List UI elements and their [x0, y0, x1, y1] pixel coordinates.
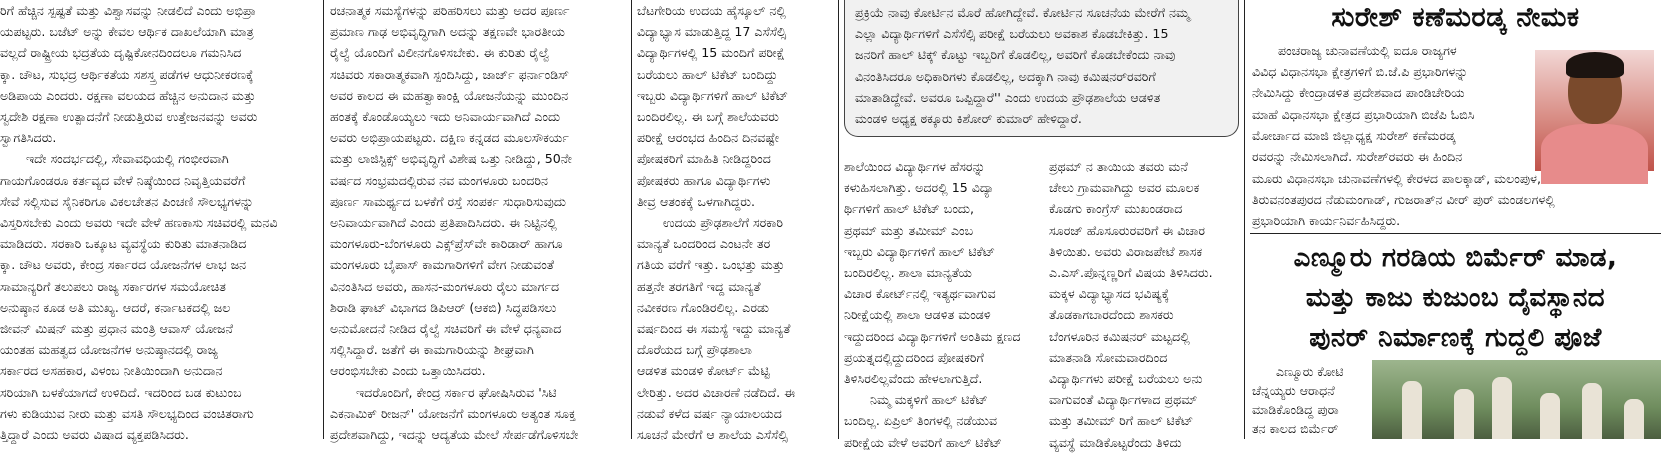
pooja-photo — [1372, 360, 1661, 439]
text-line: ತಿಳಿಸಿರಲಿಲ್ಲವೆಂದು ಹೇಳಲಾಗುತ್ತಿದೆ. — [844, 371, 983, 387]
text-line: ಪ್ರದೇಶವಾಗಿದ್ದು, ಇದನ್ನು ಆದ್ಯತೆಯ ಮೇಲೆ ಸೇರ್ಪಡೆಗೊಳಿಸಬೇ — [330, 427, 579, 443]
column-divider — [323, 0, 324, 439]
text-line: ಹಂತಕ್ಕೆ ಕೊಂಡೊಯ್ಯಲು ಇದು ಅನಿವಾರ್ಯವಾಗಿದೆ ಎಂದು — [330, 109, 561, 125]
text-line: ಮಾಡಿಕೊಂಡಿದ್ದ ಪುರಾ — [1252, 402, 1339, 417]
section-divider — [1250, 233, 1661, 234]
text-line: ಮಂಗಳೂರು-ಬೆಂಗಳೂರು ಎಕ್ಸ್‌ಪ್ರೆಸ್‌ವೇ ಕಾರಿಡಾರ್ ಹಾಗೂ — [330, 236, 563, 252]
text-line: ವಿನಂತಿಸಿದ ಅವರು, ಹಾಸನ-ಮಂಗಳೂರು ರೈಲು ಮಾರ್ಗದ — [330, 278, 560, 294]
text-line: ಎಕನಾಮಿಕ್ ರೀಜನ್' ಯೋಜನೆಗೆ ಮಂಗಳೂರು ಅತ್ಯಂತ ಸೂಕ್ತ — [330, 405, 576, 421]
text-line: ಅವರ ಕಾಲದ ಈ ಮಹತ್ವಾಕಾಂಕ್ಷಿ ಯೋಜನೆಯನ್ನು ಮುಂದಿನ — [330, 87, 569, 103]
text-line: ವಿದ್ಯಾರ್ಥಿಗಳು ಪರೀಕ್ಷೆ ಬರೆಯಲು ಅನು — [1049, 371, 1203, 387]
text-line: ಮತ್ತು ಲಾಜಿಸ್ಟಿಕ್ಸ್ ಅಭಿವೃದ್ಧಿಗೆ ವಿಶೇಷ ಒತ್ತು ನೀಡಿದ್ದು, 50ನೇ — [330, 151, 572, 167]
headline-appointment: ಸುರೇಶ್ ಕಣೆಮರಡ್ಕ ನೇಮಕ — [1331, 2, 1580, 33]
text-line: ಅಡಿಪಾಯ ಎಂದರು. ರಕ್ಷಣಾ ವಲಯದ ಹೆಚ್ಚಿನ ಅನುದಾನ ಮತ್ತು — [0, 87, 256, 103]
text-line: ಸ್ವದೇಶಿ ರಕ್ಷಣಾ ಉತ್ಪಾದನೆಗೆ ನೀಡುತ್ತಿರುವ ಉತ್ತೇಜನವನ್ನು ಅವರು — [0, 109, 258, 125]
text-line: ಕ್ಕಾ. ಚೌಟ, ಸುಭದ್ರ ಆರ್ಥಿಕತೆಯ ಸಶಸ್ತ್ರ ಪಡೆಗಳ ಆಧುನೀಕರಣಕ್ಕೆ — [0, 66, 254, 82]
text-line: ಯಂತಹ ಮಹತ್ವದ ಯೋಜನೆಗಳ ಅನುಷ್ಠಾನದಲ್ಲಿ ರಾಜ್ಯ — [0, 342, 218, 358]
text-line: ನಡುವೆ ಕಳೆದ ವರ್ಷ ನ್ಯಾಯಾಲಯದ — [637, 405, 782, 421]
text-line: ತೀವ್ರ ಆತಂಕಕ್ಕೆ ಒಳಗಾಗಿದ್ದರು. — [637, 193, 755, 209]
text-line: ಯಪಟ್ಟರು. ಬಜೆಟ್ ಅನ್ನು ಕೇವಲ ಆರ್ಥಿಕ ದಾಖಲೆಯಾಗಿ ಮಾತ್ರ — [0, 24, 254, 40]
text-line: ದೊರೆಯದ ಬಗ್ಗೆ ಪ್ರೌಢಶಾಲಾ — [637, 342, 752, 358]
text-line: ಪೋಷಕರು ಹಾಗೂ ವಿದ್ಯಾರ್ಥಿಗಳು — [637, 172, 771, 188]
article-column-2 — [330, 0, 626, 445]
text-line: ಪ್ರಥಮ್ ಮತ್ತು ತಮೀಮ್ ಎಂಬ — [844, 222, 974, 238]
text-line: ಜನರಿಗೆ ಹಾಲ್ ಟಿಕ್ಕ್ ಕೊಟ್ಟು ಇಬ್ಬರಿಗೆ ಕೊಡಲಿಲ್ಲ, ಅವರಿಗೆ ಕೊಡಬೇಕೆಂದು ನಾವು — [855, 47, 1176, 63]
text-line: ಪೋಷಕರಿಗೆ ಮಾಹಿತಿ ನೀಡಿದ್ದರಿಂದ — [637, 151, 771, 167]
text-line: ಪಂಚರಾಜ್ಯ ಚುನಾವಣೆಯಲ್ಲಿ ಐದೂ ರಾಜ್ಯಗಳ — [1278, 43, 1457, 58]
text-line: ಗಳು ಕುಡಿಯುವ ನೀರು ಮತ್ತು ವಸತಿ ಸೌಲಭ್ಯದಿಂದ ವಂಚಿತರಾಗು — [0, 405, 254, 421]
text-line: ನೇಮಿಸಿದ್ದು ಕೇಂದ್ರಾಡಳಿತ ಪ್ರದೇಶವಾದ ಪಾಂಡಿಚೇರಿಯ — [1252, 85, 1465, 101]
text-line: ಸೂರಜ್ ಹೊಸೂರುರವರಿಗೆ ಈ ವಿಚಾರ — [1049, 222, 1206, 238]
text-line: ತನ ಕಾಲದ ಬಿರ್ಮೆರ್ — [1252, 421, 1339, 436]
text-line: ಚೇಲು ಗ್ರಾಮವಾಗಿದ್ದು ಅವರ ಮೂಲಕ — [1049, 180, 1200, 196]
text-line: ಮಾಡಿದರು. ಸರಕಾರಿ ಒಕ್ಕೂಟ ವ್ಯವಸ್ಥೆಯ ಕುರಿತು ಮಾತನಾಡಿದ — [0, 236, 247, 252]
text-line: ವಿಸ್ತರಿಸಬೇಕು ಎಂದು ಅವರು ಇದೇ ವೇಳೆ ಹಣಕಾಸು ಸಚಿವರಲ್ಲಿ ಮನವಿ — [0, 215, 278, 231]
text-line: ಆಡಳಿತ ಮಂಡಳಿ ಕೋರ್ಟ್ ಮೆಟ್ಟಿ — [637, 363, 770, 379]
text-line: ಮಂಗಳೂರು ಬೈಪಾಸ್ ಕಾಮಗಾರಿಗಳಿಗೆ ವೇಗ ನೀಡುವಂತೆ — [330, 257, 554, 273]
text-line: ಚೆನ್ನಯ್ಯರು ಆರಾಧನೆ — [1252, 383, 1335, 398]
article-column-1 — [0, 0, 316, 445]
text-line: ವಾಗುವಂತೆ ವಿದ್ಯಾರ್ಥಿಗಳಾದ ಪ್ರಥಮ್ — [1049, 392, 1198, 408]
text-line: ಪೂರ್ಣ ಸಾಮರ್ಥ್ಯದ ಬಳಕೆಗೆ ರಸ್ತೆ ಸಂಪರ್ಕ ಸುಧಾರಿಸುವುದು — [330, 193, 566, 209]
text-line: ಗಾಯಗೊಂಡರೂ ಕರ್ತವ್ಯದ ವೇಳೆ ನಿಷ್ಠೆಯಿಂದ ನಿವೃತ್ತಿಯವರೆಗೆ — [0, 172, 246, 188]
text-line: ಇಬ್ಬರು ವಿದ್ಯಾರ್ಥಿಗಳಿಗೆ ಹಾಲ್ ಟಿಕೆಟ್ — [844, 243, 996, 259]
text-line: ಸೇವೆ ಸಲ್ಲಿಸುವ ಸೈನಿಕರಿಗೂ ವಿಕಲಚೇತನ ಪಿಂಚಣಿ ಸೌಲಭ್ಯಗಳನ್ನು — [0, 193, 254, 209]
text-line: ಶಿರಾಡಿ ಘಾಟ್ ವಿಭಾಗದ ಡಿಪಿಆರ್ (ಆಕಬಿ) ಸಿದ್ಧಪಡಿಸಲು — [330, 299, 557, 315]
text-line: ವರ್ಷದ ಸಂಭ್ರಮದಲ್ಲಿರುವ ನವ ಮಂಗಳೂರು ಬಂದರಿನ — [330, 172, 549, 188]
text-line: ಆರಂಭಿಸಬೇಕು ಎಂದು ಒತ್ತಾಯಿಸಿದರು. — [330, 363, 486, 379]
headline-line: ಪುನರ್ ನಿರ್ಮಾಣಕ್ಕೆ ಗುದ್ದಲಿ ಪೂಜೆ — [1309, 323, 1602, 353]
text-line: ವ್ಯವಸ್ಥೆ ಮಾಡಿಕೊಟ್ಟರೆಂದು ತಿಳಿದು — [1049, 434, 1182, 450]
text-line: ಪ್ರಮಾಣ ಗಾಢ ಅಭಿವೃದ್ಧಿಗಾಗಿ ಅದನ್ನು ತಕ್ಷಣವೇ ಭಾರತೀಯ — [330, 24, 565, 40]
text-line: ಎಲ್ಲಾ ವಿದ್ಯಾರ್ಥಿಗಳಿಗೆ ಎಸೆಸೆಲ್ಸಿ ಪರೀಕ್ಷೆ ಬರೆಯಲು ಅವಕಾಶ ಕೊಡಬೇಕಿತ್ತು. 15 — [855, 26, 1169, 42]
text-line: ವಲ್ಲದೆ ರಾಷ್ಟ್ರೀಯ ಭದ್ರತೆಯ ದೃಷ್ಟಿಕೋನದಿಂದಲೂ ಗಮನಿಸಿದ — [0, 45, 242, 61]
text-line: ಮತ್ತು ತಮೀಮ್ ರಿಗೆ ಹಾಲ್ ಟಿಕೆಟ್ — [1049, 413, 1194, 429]
text-line: ಬೆಟಗೇರಿಯ ಉದಯ ಹೈಸ್ಕೂಲ್ ನಲ್ಲಿ — [637, 3, 786, 18]
text-line: ಇಬ್ಬರು ವಿದ್ಯಾರ್ಥಿಗಳಿಗೆ ಹಾಲ್ ಟಿಕೆಟ್ — [637, 87, 789, 103]
article-column-3 — [637, 0, 834, 445]
text-line: ಅನುಮೋದನೆ ನೀಡಿದ ರೈಲ್ವೆ ಸಚಿವರಿಗೆ ಈ ವೇಳೆ ಧನ್ಯವಾದ — [330, 321, 562, 337]
text-line: ವಿದ್ಯಾಭ್ಯಾಸ ಮಾಡುತ್ತಿದ್ದ 17 ಎಸೆಸೆಲ್ಸಿ — [637, 24, 787, 40]
text-line: ವರ್ಷದಿಂದ ಈ ಸಮಸ್ಯೆ ಇದ್ದು ಮಾನ್ಯತೆ — [637, 321, 791, 337]
headline-line: ಎಣ್ಮೂರು ಗರಡಿಯ ಬಿರ್ಮೆರ್ ಮಾಡ, — [1293, 243, 1618, 273]
text-line: ಮಾಹೆ ವಿಧಾನಸಭಾ ಕ್ಷೇತ್ರದ ಪ್ರಭಾರಿಯಾಗಿ ಬಿಜೆಪಿ ಓಬಿಸಿ — [1252, 106, 1475, 122]
text-line: ತಿರುವನಂತಪುರದ ನೆಡುಮಂಗಾಡ್, ಗುಜರಾತ್‌ನ ವೀರ್ ಪುರ್ ಮಂಡಲಗಳಲ್ಲಿ — [1252, 192, 1555, 208]
text-line: ತೊಡಕಾಗಬಾರದೆಂದು ಶಾಸಕರು — [1049, 307, 1174, 323]
text-line: ಉದಯ ಪ್ರೌಢಶಾಲೆಗೆ ಸರಕಾರಿ — [663, 215, 784, 231]
text-line: ರಿಗೆ ಹೆಚ್ಚಿನ ಸ್ಪಷ್ಟತೆ ಮತ್ತು ವಿಶ್ವಾಸವನ್ನು ನೀಡಲಿದೆ ಎಂದು ಅಭಿಪ್ರಾ — [0, 3, 257, 18]
text-line: ಶಾಲೆಯಿಂದ ವಿದ್ಯಾರ್ಥಿಗಳ ಹೆಸರನ್ನು — [844, 159, 986, 174]
headline-line: ಮತ್ತು ಕಾಜು ಕುಜುಂಬ ದೈವಸ್ಥಾನದ — [1305, 283, 1606, 313]
text-line: ಲೇರಿತ್ತು. ಅದರ ವಿಚಾರಣೆ ನಡೆದಿದೆ. ಈ — [637, 384, 796, 400]
text-line: ಅನುಷ್ಠಾನ ಕೂಡ ಅತಿ ಮುಖ್ಯ. ಆದರೆ, ಕರ್ನಾಟಕದಲ್ಲಿ ಜಲ — [0, 299, 231, 315]
text-line: ವಿವಿಧ ವಿಧಾನಸಭಾ ಕ್ಷೇತ್ರಗಳಿಗೆ ಬಿ.ಜೆ.ಪಿ ಪ್ರಭಾರಿಗಳನ್ನು — [1252, 64, 1468, 80]
text-line: ಎ.ಎಸ್.ಪೊನ್ನಣ್ಣರಿಗೆ ವಿಷಯ ತಿಳಿಸಿದರು. — [1049, 265, 1213, 281]
text-line: ಸೂಚನೆ ಮೇರೆಗೆ ಆ ಶಾಲೆಯ ಎಸೆಸೆಲ್ಸಿ — [637, 427, 788, 443]
text-line: ರವರನ್ನು ನೇಮಿಸಲಾಗಿದೆ. ಸುರೇಶ್‌ರವರು ಈ ಹಿಂದಿನ — [1252, 149, 1463, 165]
text-line: ಸಾಮಾನ್ಯರಿಗೆ ತಲುಪಲು ರಾಜ್ಯ ಸರ್ಕಾರಗಳ ಸಮಯೋಚಿತ — [0, 278, 226, 294]
text-line: ಮಕ್ಕಳ ವಿದ್ಯಾಭ್ಯಾಸದ ಭವಿಷ್ಯಕ್ಕೆ — [1049, 286, 1170, 302]
article-column-4b — [1049, 156, 1241, 453]
text-line: ಮಾತನಾಡಿ ಸೋಮವಾರದಿಂದ — [1049, 349, 1168, 365]
text-line: ವಿದ್ಯಾರ್ಥಿಗಳಲ್ಲಿ 15 ಮಂದಿಗೆ ಪರೀಕ್ಷೆ — [637, 45, 785, 61]
text-line: ಕಳುಹಿಸಲಾಗಿತ್ತು. ಅದರಲ್ಲಿ 15 ವಿದ್ಯಾ — [844, 180, 995, 196]
text-line: ನಿಮ್ಮ ಮಕ್ಕಳಿಗೆ ಹಾಲ್ ಟಿಕೆಟ್ — [870, 392, 988, 408]
text-line: ಪ್ರಯತ್ನದಲ್ಲಿದ್ದುದರಿಂದ ಪೋಷಕರಿಗೆ — [844, 349, 984, 365]
text-line: ಮಾತಾಡಿದ್ದೇವೆ. ಅವರೂ ಒಪ್ಪಿದ್ದಾರೆ'' ಎಂದು ಉದಯ ಪ್ರೌಢಶಾಲೆಯ ಆಡಳಿತ — [855, 89, 1161, 105]
text-line: ಬಂದಿಲ್ಲ. ಏಪ್ರಿಲ್ ತಿಂಗಳಲ್ಲಿ ನಡೆಯುವ — [844, 413, 998, 429]
text-line: ಪರೀಕ್ಷೆ ಆರಂಭದ ಹಿಂದಿನ ದಿನವಷ್ಟೇ — [637, 130, 779, 146]
text-line: ಬಂದಿರಲಿಲ್ಲ. ಶಾಲಾ ಮಾನ್ಯತೆಯ — [844, 265, 972, 281]
text-line: ವಿಚಾರ ಕೋರ್ಟ್‌ನಲ್ಲಿ ಇತ್ಯರ್ಥವಾಗುವ — [844, 286, 996, 302]
text-line: ತಿಳಿಯಿತು. ಅವರು ವಿರಾಜಪೇಟೆ ಶಾಸಕ — [1049, 243, 1203, 259]
text-line: ರಚನಾತ್ಮಕ ಸಮಸ್ಯೆಗಳನ್ನು ಪರಿಹರಿಸಲು ಮತ್ತು ಅದರ ಪೂರ್ಣ — [330, 3, 570, 18]
text-line: ಸಲ್ಲಿಸಿದ್ದಾರೆ. ಜತೆಗೆ ಈ ಕಾಮಗಾರಿಯನ್ನು ಶೀಘ್ರವಾಗಿ — [330, 342, 534, 358]
text-line: ಜೀವನ್ ಮಿಷನ್ ಮತ್ತು ಪ್ರಧಾನ ಮಂತ್ರಿ ಆವಾಸ್ ಯೋಜನೆ — [0, 321, 234, 337]
article-column-4 — [844, 0, 1239, 450]
text-line: ಇದರೊಂದಿಗೆ, ಕೇಂದ್ರ ಸರ್ಕಾರ ಘೋಷಿಸಿರುವ 'ಸಿಟಿ — [356, 384, 557, 400]
text-line: ನವೀಕರಣ ಗೊಂಡಿರಲಿಲ್ಲ. ಎರಡು — [637, 299, 770, 315]
text-line: ಕೊಡಗು ಕಾಂಗ್ರೆಸ್ ಮುಖಂಡರಾದ — [1049, 201, 1183, 217]
text-line: ಬಂದಿರಲಿಲ್ಲ. ಈ ಬಗ್ಗೆ ಶಾಲೆಯವರು — [637, 109, 779, 125]
text-line: ಬರೆಯಲು ಹಾಲ್ ಟಿಕೆಟ್ ಬಂದಿದ್ದು — [637, 66, 778, 82]
text-line: ಪ್ರಕ್ರಿಯೆ ನಾವು ಕೋರ್ಟಿನ ಮೊರೆ ಹೋಗಿದ್ದೇವೆ. ಕೋರ್ಟಿನ ಸೂಚನೆಯ ಮೇರೆಗೆ ನಮ್ಮ — [855, 5, 1190, 20]
column-divider — [1244, 0, 1245, 439]
person-photo — [1535, 50, 1654, 171]
text-line: ಮೂರು ವಿಧಾನಸಭಾ ಚುನಾವಣೆಗಳಲ್ಲಿ ಕೇರಳದ ಪಾಲಕ್ಕಾಡ್, ಮಲಂಪುಳ, — [1252, 171, 1541, 186]
text-line: ಗತಿಯ ವರೆಗೆ ಇತ್ತು. ಒಂಭತ್ತು ಮತ್ತು — [637, 257, 785, 273]
column-divider — [631, 0, 632, 439]
text-line: ಮಾನ್ಯತೆ ಒಂದರಿಂದ ಎಂಟನೇ ತರ — [637, 236, 771, 252]
text-line: ಅವರು ಅಭಿಪ್ರಾಯಪಟ್ಟರು. ದಕ್ಷಿಣ ಕನ್ನಡದ ಮೂಲಸೌಕರ್ಯ — [330, 130, 569, 146]
text-line: ಸರ್ಕಾರದ ಅಸಹಕಾರ, ವಿಳಂಬ ನೀತಿಯಿಂದಾಗಿ ಅನುದಾನ — [0, 363, 223, 379]
text-line: ವಿನಂತಿಸಿದರೂ ಅಧಿಕಾರಿಗಳು ಕೊಡಲಿಲ್ಲ, ಅದಕ್ಕಾಗಿ ನಾವು ಕಮಿಷನರ್‌ರವರಿಗೆ — [855, 68, 1156, 84]
text-line: ಹತ್ತನೇ ತರಗತಿಗೆ ಇದ್ದ ಮಾನ್ಯತೆ — [637, 278, 761, 294]
text-line: ಮೋರ್ಚಾದ ಮಾಜಿ ಜಿಲ್ಲಾಧ್ಯಕ್ಷ ಸುರೇಶ್ ಕಣೆಮರಡ್ಕ — [1252, 127, 1456, 143]
column-divider — [838, 0, 839, 439]
text-line: ಪರೀಕ್ಷೆಯ ವೇಳೆ ಅವರಿಗೆ ಹಾಲ್ ಟಿಕೆಟ್ — [844, 434, 1003, 450]
text-line: ಸ್ವಾಗತಿಸಿದರು. — [0, 130, 57, 146]
article-column-4a — [844, 156, 1036, 453]
text-line: ಎಣ್ಮೂರು ಕೋಟಿ — [1276, 364, 1344, 379]
text-line: ಪ್ರಥಮ್ ನ ತಾಯಿಯ ತವರು ಮನೆ — [1049, 159, 1188, 174]
text-line: ಸಚಿವರು ಸಕಾರಾತ್ಮಕವಾಗಿ ಸ್ಪಂದಿಸಿದ್ದು, ಜಾರ್ಜ್ ಫರ್ನಾಂಡಿಸ್ — [330, 66, 569, 82]
text-line: ಇದ್ದುದರಿಂದ ವಿದ್ಯಾರ್ಥಿಗಳಿಗೆ ಅಂತಿಮ ಕ್ಷಣದ — [844, 328, 1021, 344]
text-line: ತ್ತಿದ್ದಾರೆ ಎಂದು ಅವರು ವಿಷಾದ ವ್ಯಕ್ತಪಡಿಸಿದರು. — [0, 427, 189, 443]
text-line: ಮಂಡಳಿ ಅಧ್ಯಕ್ಷ ಠಕ್ಕೂರು ಕಿಶೋರ್ ಕುಮಾರ್ ಹೇಳಿದ್ದಾರೆ. — [855, 111, 1082, 127]
text-line: ರೈಲ್ವೆ ಯೊಂದಿಗೆ ವಿಲೀನಗೊಳಿಸಬೇಕು. ಈ ಕುರಿತು ರೈಲ್ವೆ — [330, 45, 550, 61]
headline-pooja — [1250, 238, 1661, 358]
text-line: ಇದೇ ಸಂದರ್ಭದಲ್ಲಿ, ಸೇವಾವಧಿಯಲ್ಲಿ ಗಂಭೀರವಾಗಿ — [26, 151, 229, 167]
text-line: ನಿರೀಕ್ಷೆಯಲ್ಲಿ ಶಾಲಾ ಆಡಳಿತ ಮಂಡಳಿ — [844, 307, 991, 323]
text-line: ಕ್ಕಾ. ಚೌಟ ಅವರು, ಕೇಂದ್ರ ಸರ್ಕಾರದ ಯೋಜನೆಗಳ ಲಾಭ ಜನ — [0, 257, 247, 273]
text-line: ರ್ಥಿಗಳಿಗೆ ಹಾಲ್ ಟಿಕೆಟ್ ಬಂದು, — [844, 201, 975, 217]
text-line: ಬೆಂಗಳೂರಿನ ಕಮಿಷನರ್ ಮಟ್ಟದಲ್ಲಿ — [1049, 328, 1190, 344]
text-line: ಸರಿಯಾಗಿ ಬಳಕೆಯಾಗದೆ ಉಳಿದಿದೆ. ಇದರಿಂದ ಬಡ ಕುಟುಂಬ — [0, 384, 242, 400]
text-line: ಅನಿವಾರ್ಯವಾಗಿದೆ ಎಂದು ಪ್ರತಿಪಾದಿಸಿದರು. ಈ ನಿಟ್ಟಿನಲ್ಲಿ — [330, 215, 557, 231]
text-line: ಪ್ರಭಾರಿಯಾಗಿ ಕಾರ್ಯನಿರ್ವಹಿಸಿದ್ದರು. — [1252, 213, 1401, 229]
